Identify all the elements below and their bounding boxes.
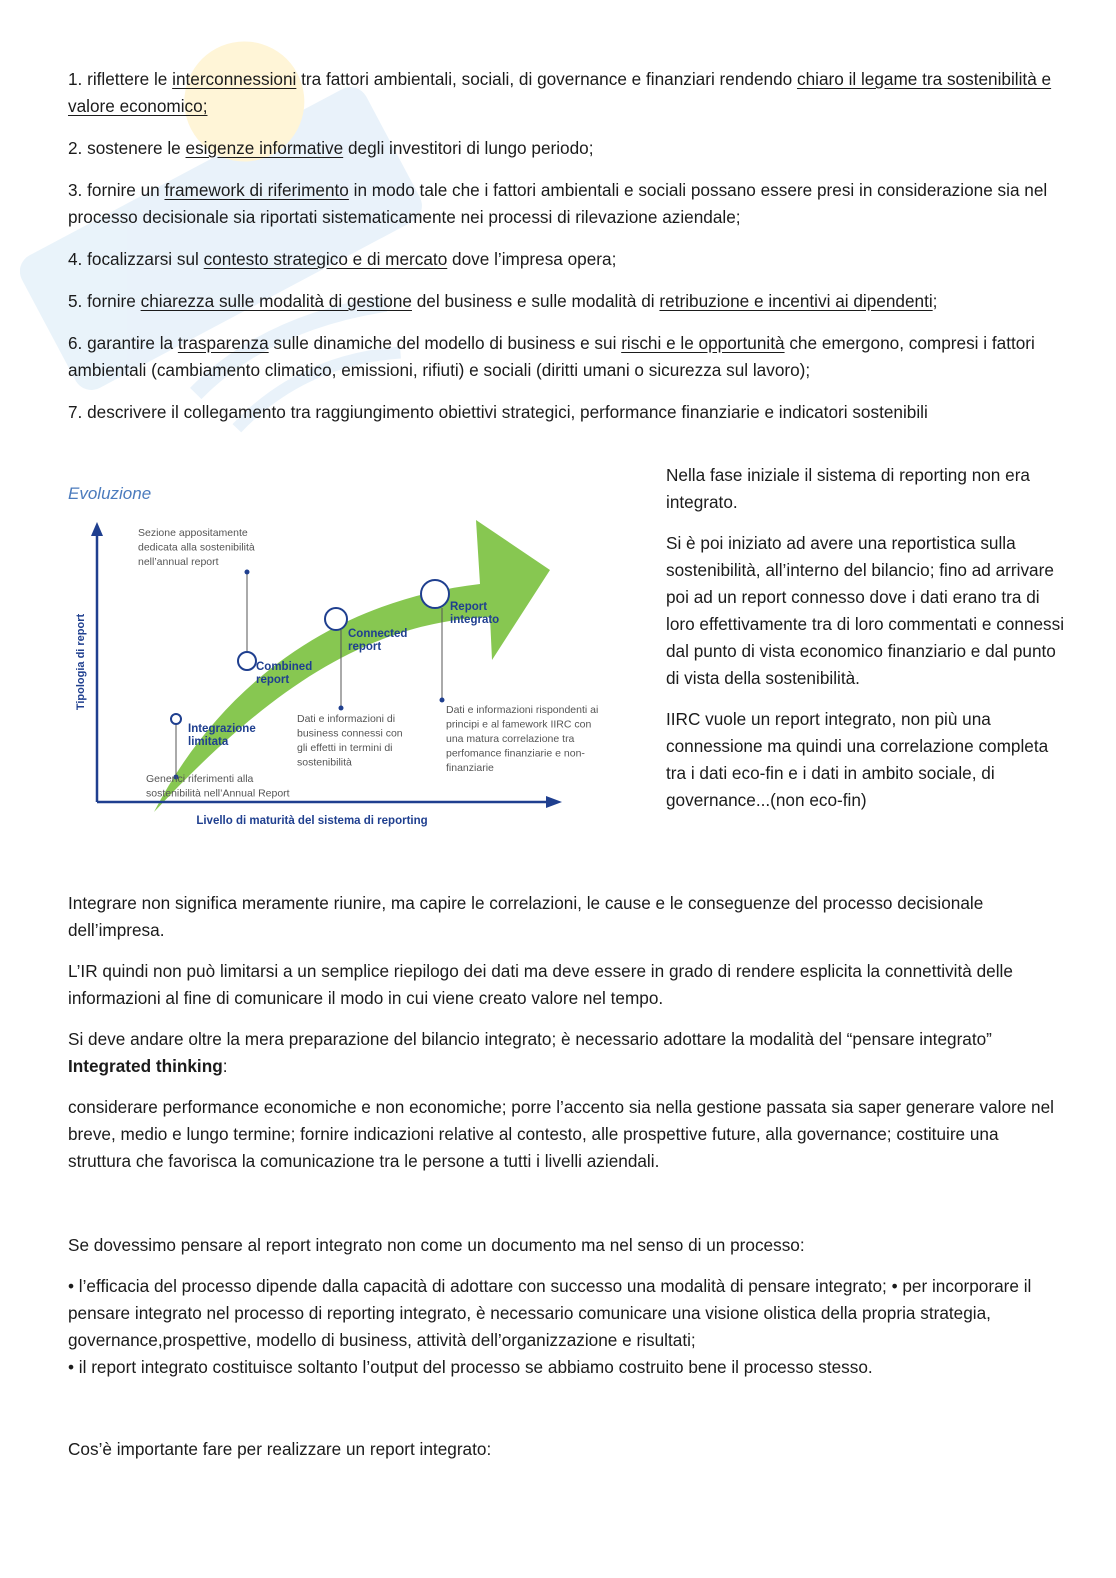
stage-label: Connected report — [348, 628, 408, 653]
stage-label: Integrazione limitata — [188, 723, 256, 748]
side-paragraph: Nella fase iniziale il sistema di reporting non era integrato. — [666, 465, 1030, 512]
diagram-stage — [297, 608, 407, 769]
body-section — [68, 890, 1058, 1189]
stage-marker — [171, 714, 181, 724]
stage-label: Combined report — [256, 661, 313, 686]
bullet-paragraph: • l’efficacia del processo dipende dalla capacità di adottare con successo una modalità di pensare integrato; • per incorporare il pensare integrato nel processo di reporting integrato, è necessario comunicare una visione olistica della propria strategia, governance,prospettive, modello di business, attività dell’organizzazione e risultati; • il report integrato costituisce soltanto l’output del processo se abbiamo costruito bene il processo stesso. — [68, 1276, 1032, 1377]
evolution-heading: Evoluzione — [68, 484, 152, 503]
paragraph: Integrare non significa meramente riunire, ma capire le correlazioni, le cause e le conseguenze del processo decisionale dell’impresa. — [68, 893, 984, 940]
side-commentary — [666, 462, 1071, 828]
diagram-stage — [146, 714, 290, 800]
side-paragraph: IIRC vuole un report integrato, non più una connessione ma quindi una correlazione completa tra i dati eco-fin e i dati in ambito sociale, di governance...(non eco-fin) — [666, 709, 1049, 810]
list-item: 3. fornire un framework di riferimento in modo tale che i fattori ambientali e sociali possano essere presi in considerazione sia nel processo decisionale sia riportati sistematicamente nei processi di rilevazione aziendale; — [68, 180, 1048, 227]
integrated-thinking-term: Integrated thinking — [68, 1056, 223, 1076]
stage-marker — [421, 580, 449, 608]
process-section — [68, 1232, 1058, 1395]
side-paragraph: Si è poi iniziato ad avere una reportistica sulla sostenibilità, all’interno del bilancio; fino ad arrivare poi ad un report connesso dove i dati erano tra di loro effettivamente tra di loro commentati e connessi dal punto di vista economico finanziario e dal punto di vista della sostenibilità. — [666, 533, 1065, 688]
list-item: 4. focalizzarsi sul contesto strategico e di mercato dove l’impresa opera; — [68, 249, 617, 269]
stage-marker — [325, 608, 347, 630]
list-item: 2. sostenere le esigenze informative degli investitori di lungo periodo; — [68, 138, 594, 158]
paragraph: Si deve andare oltre la mera preparazione del bilancio integrato; è necessario adottare la modalità del “pensare integrato” Integrated thinking: — [68, 1029, 992, 1076]
y-axis-arrowhead — [91, 522, 103, 536]
diagram-stage — [138, 527, 312, 686]
y-axis-label: Tipologia di report — [75, 613, 87, 711]
paragraph: Se dovessimo pensare al report integrato non come un documento ma nel senso di un processo: — [68, 1235, 805, 1255]
closing-question: Cos’è importante fare per realizzare un report integrato: — [68, 1439, 492, 1459]
list-item: 1. riflettere le interconnessioni tra fattori ambientali, sociali, di governance e finanziari rendendo chiaro il legame tra sostenibilità e valore economico; — [68, 69, 1052, 116]
stage-note: Sezione appositamente dedicata alla sostenibilità nell’annual report — [138, 527, 255, 568]
leader-dot — [245, 570, 250, 575]
list-item: 5. fornire chiarezza sulle modalità di gestione del business e sulle modalità di retribuzione e incentivi ai dipendenti; — [68, 291, 938, 311]
x-axis-arrowhead — [546, 796, 562, 808]
stage-note: Dati e informazioni di business connessi con gli effetti in termini di sostenibilità — [297, 713, 403, 769]
x-axis-label: Livello di maturità del sistema di reporting — [196, 815, 428, 827]
leader-dot — [440, 698, 445, 703]
paragraph: considerare performance economiche e non economiche; porre l’accento sia nella gestione passata sia saper generare valore nel breve, medio e lungo termine; fornire indicazioni relative al contesto, alle prospettive future, alla governance; costituire una struttura che favorisca la comunicazione tra le persone a tutti i livelli aziendali. — [68, 1097, 1054, 1171]
list-item: 7. descrivere il collegamento tra raggiungimento obiettivi strategici, performance finanziarie e indicatori sostenibili — [68, 402, 928, 422]
stage-label: Report integrato — [450, 601, 500, 626]
stage-marker — [238, 652, 256, 670]
stage-note: Generici riferimenti alla sostenibilità nell’Annual Report — [146, 773, 290, 800]
paragraph: L’IR quindi non può limitarsi a un semplice riepilogo dei dati ma deve essere in grado di rendere esplicita la connettività delle informazioni al fine di comunicare il modo in cui viene creato valore nel tempo. — [68, 961, 1013, 1008]
evolution-diagram — [66, 512, 640, 842]
list-item: 6. garantire la trasparenza sulle dinamiche del modello di business e sui rischi e le opportunità che emergono, compresi i fattori ambientali (cambiamento climatico, emissioni, rifiuti) e sociali (diritti umani o sicurezza sul lavoro); — [68, 333, 1035, 380]
objectives-list — [68, 66, 1058, 441]
leader-dot — [339, 706, 344, 711]
stage-note: Dati e informazioni rispondenti ai principi e al famework IIRC con una matura correlazione tra perfomance finanziarie e non-finanziarie — [446, 704, 599, 774]
